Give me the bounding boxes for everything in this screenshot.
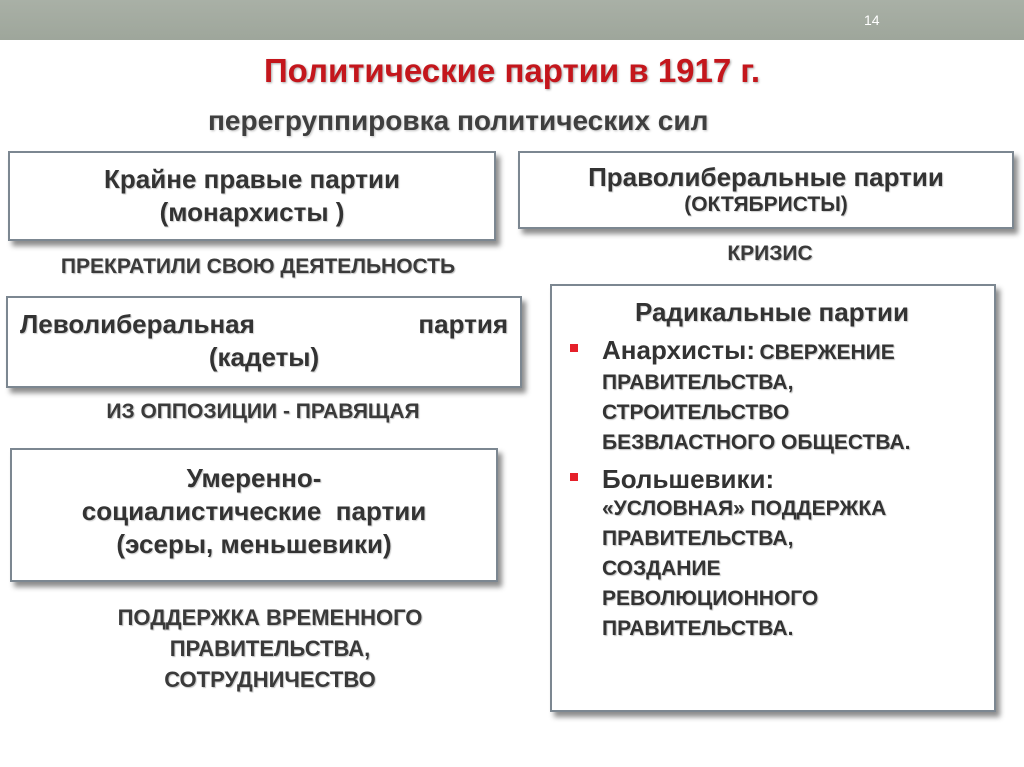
right-liberal-parties-box	[518, 151, 1014, 229]
far-right-subtitle: (монархисты )	[159, 197, 345, 227]
list-item	[558, 464, 986, 644]
anarchists-desc: СТРОИТЕЛЬСТВО	[602, 401, 790, 424]
radical-parties-title: Радикальные партии	[635, 297, 909, 327]
slide-number: 14	[864, 12, 880, 28]
list-item	[558, 335, 986, 458]
left-liberal-word-1: Леволиберальная	[20, 309, 255, 339]
anarchists-label: Анархисты:	[602, 335, 755, 365]
anarchists-desc: БЕЗВЛАСТНОГО ОБЩЕСТВА.	[602, 431, 911, 454]
right-liberal-subtitle: (ОКТЯБРИСТЫ)	[684, 193, 848, 216]
moderate-socialist-line-2: социалистические партии	[81, 496, 427, 526]
moderate-socialist-line-3: (эсеры, меньшевики)	[116, 529, 392, 559]
far-right-title: Крайне правые партии	[104, 164, 400, 194]
bolsheviks-desc: РЕВОЛЮЦИОННОГО	[602, 587, 819, 610]
right-liberal-status: КРИЗИС	[727, 242, 813, 265]
bullet-icon	[570, 473, 578, 481]
moderate-socialist-status-line: ПРАВИТЕЛЬСТВА,	[169, 636, 371, 661]
moderate-socialist-parties-box	[10, 448, 498, 582]
slide-title: Политические партии в 1917 г.	[263, 52, 761, 89]
right-liberal-title: Праволиберальные партии	[588, 162, 944, 192]
moderate-socialist-status-line: ПОДДЕРЖКА ВРЕМЕННОГО	[117, 605, 423, 630]
far-right-status: ПРЕКРАТИЛИ СВОЮ ДЕЯТЕЛЬНОСТЬ	[60, 255, 456, 278]
left-liberal-word-2: партия	[418, 309, 508, 339]
anarchists-desc: ПРАВИТЕЛЬСТВА,	[602, 371, 794, 394]
left-liberal-party-box	[6, 296, 522, 388]
left-liberal-subtitle: (кадеты)	[208, 342, 320, 372]
moderate-socialist-status-line: СОТРУДНИЧЕСТВО	[164, 667, 376, 692]
radical-parties-box	[550, 284, 996, 712]
anarchists-desc: СВЕРЖЕНИЕ	[759, 341, 895, 364]
bolsheviks-desc: ПРАВИТЕЛЬСТВА,	[602, 527, 794, 550]
moderate-socialist-status	[10, 602, 530, 695]
bullet-icon	[570, 344, 578, 352]
moderate-socialist-line-1: Умеренно-	[186, 463, 322, 493]
slide-subtitle: перегруппировка политических сил	[208, 105, 709, 136]
bolsheviks-label: Большевики:	[602, 464, 775, 494]
radical-parties-list	[558, 335, 986, 644]
left-liberal-status: ИЗ ОППОЗИЦИИ - ПРАВЯЩАЯ	[106, 400, 420, 423]
bolsheviks-desc: СОЗДАНИЕ	[602, 557, 721, 580]
bolsheviks-desc: «УСЛОВНАЯ» ПОДДЕРЖКА	[602, 497, 887, 520]
bolsheviks-desc: ПРАВИТЕЛЬСТВА.	[602, 617, 794, 640]
far-right-parties-box	[8, 151, 496, 241]
